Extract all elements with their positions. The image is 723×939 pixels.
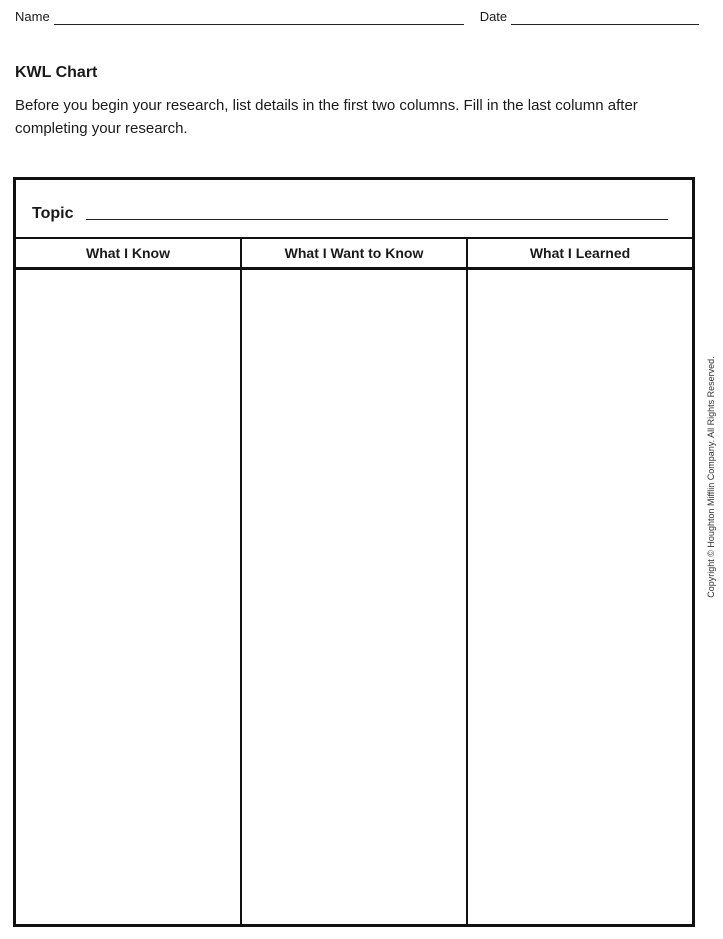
column-area-know[interactable] xyxy=(16,270,240,924)
page-title: KWL Chart xyxy=(15,64,98,81)
name-label: Name xyxy=(15,9,50,24)
date-field[interactable] xyxy=(511,10,699,25)
copyright-notice xyxy=(704,322,718,632)
topic-row xyxy=(16,180,692,237)
column-area-learned[interactable] xyxy=(466,270,692,924)
column-header-learned: What I Learned xyxy=(466,239,692,267)
header-row xyxy=(15,9,699,25)
column-areas xyxy=(16,270,692,924)
copyright-text: Copyright © Houghton Mifflin Company. All Rights Reserved. xyxy=(706,356,716,598)
name-field[interactable] xyxy=(54,10,464,25)
column-header-row xyxy=(16,237,692,270)
topic-label: Topic xyxy=(32,205,74,222)
column-header-want-to-know: What I Want to Know xyxy=(240,239,466,267)
kwl-chart xyxy=(13,177,695,927)
date-label: Date xyxy=(479,9,508,24)
column-header-know: What I Know xyxy=(86,245,170,261)
instructions: Before you begin your research, list details in the first two columns. Fill in the last column after completing your research. xyxy=(15,97,638,137)
column-area-want-to-know[interactable] xyxy=(240,270,466,924)
topic-field[interactable] xyxy=(86,219,668,220)
